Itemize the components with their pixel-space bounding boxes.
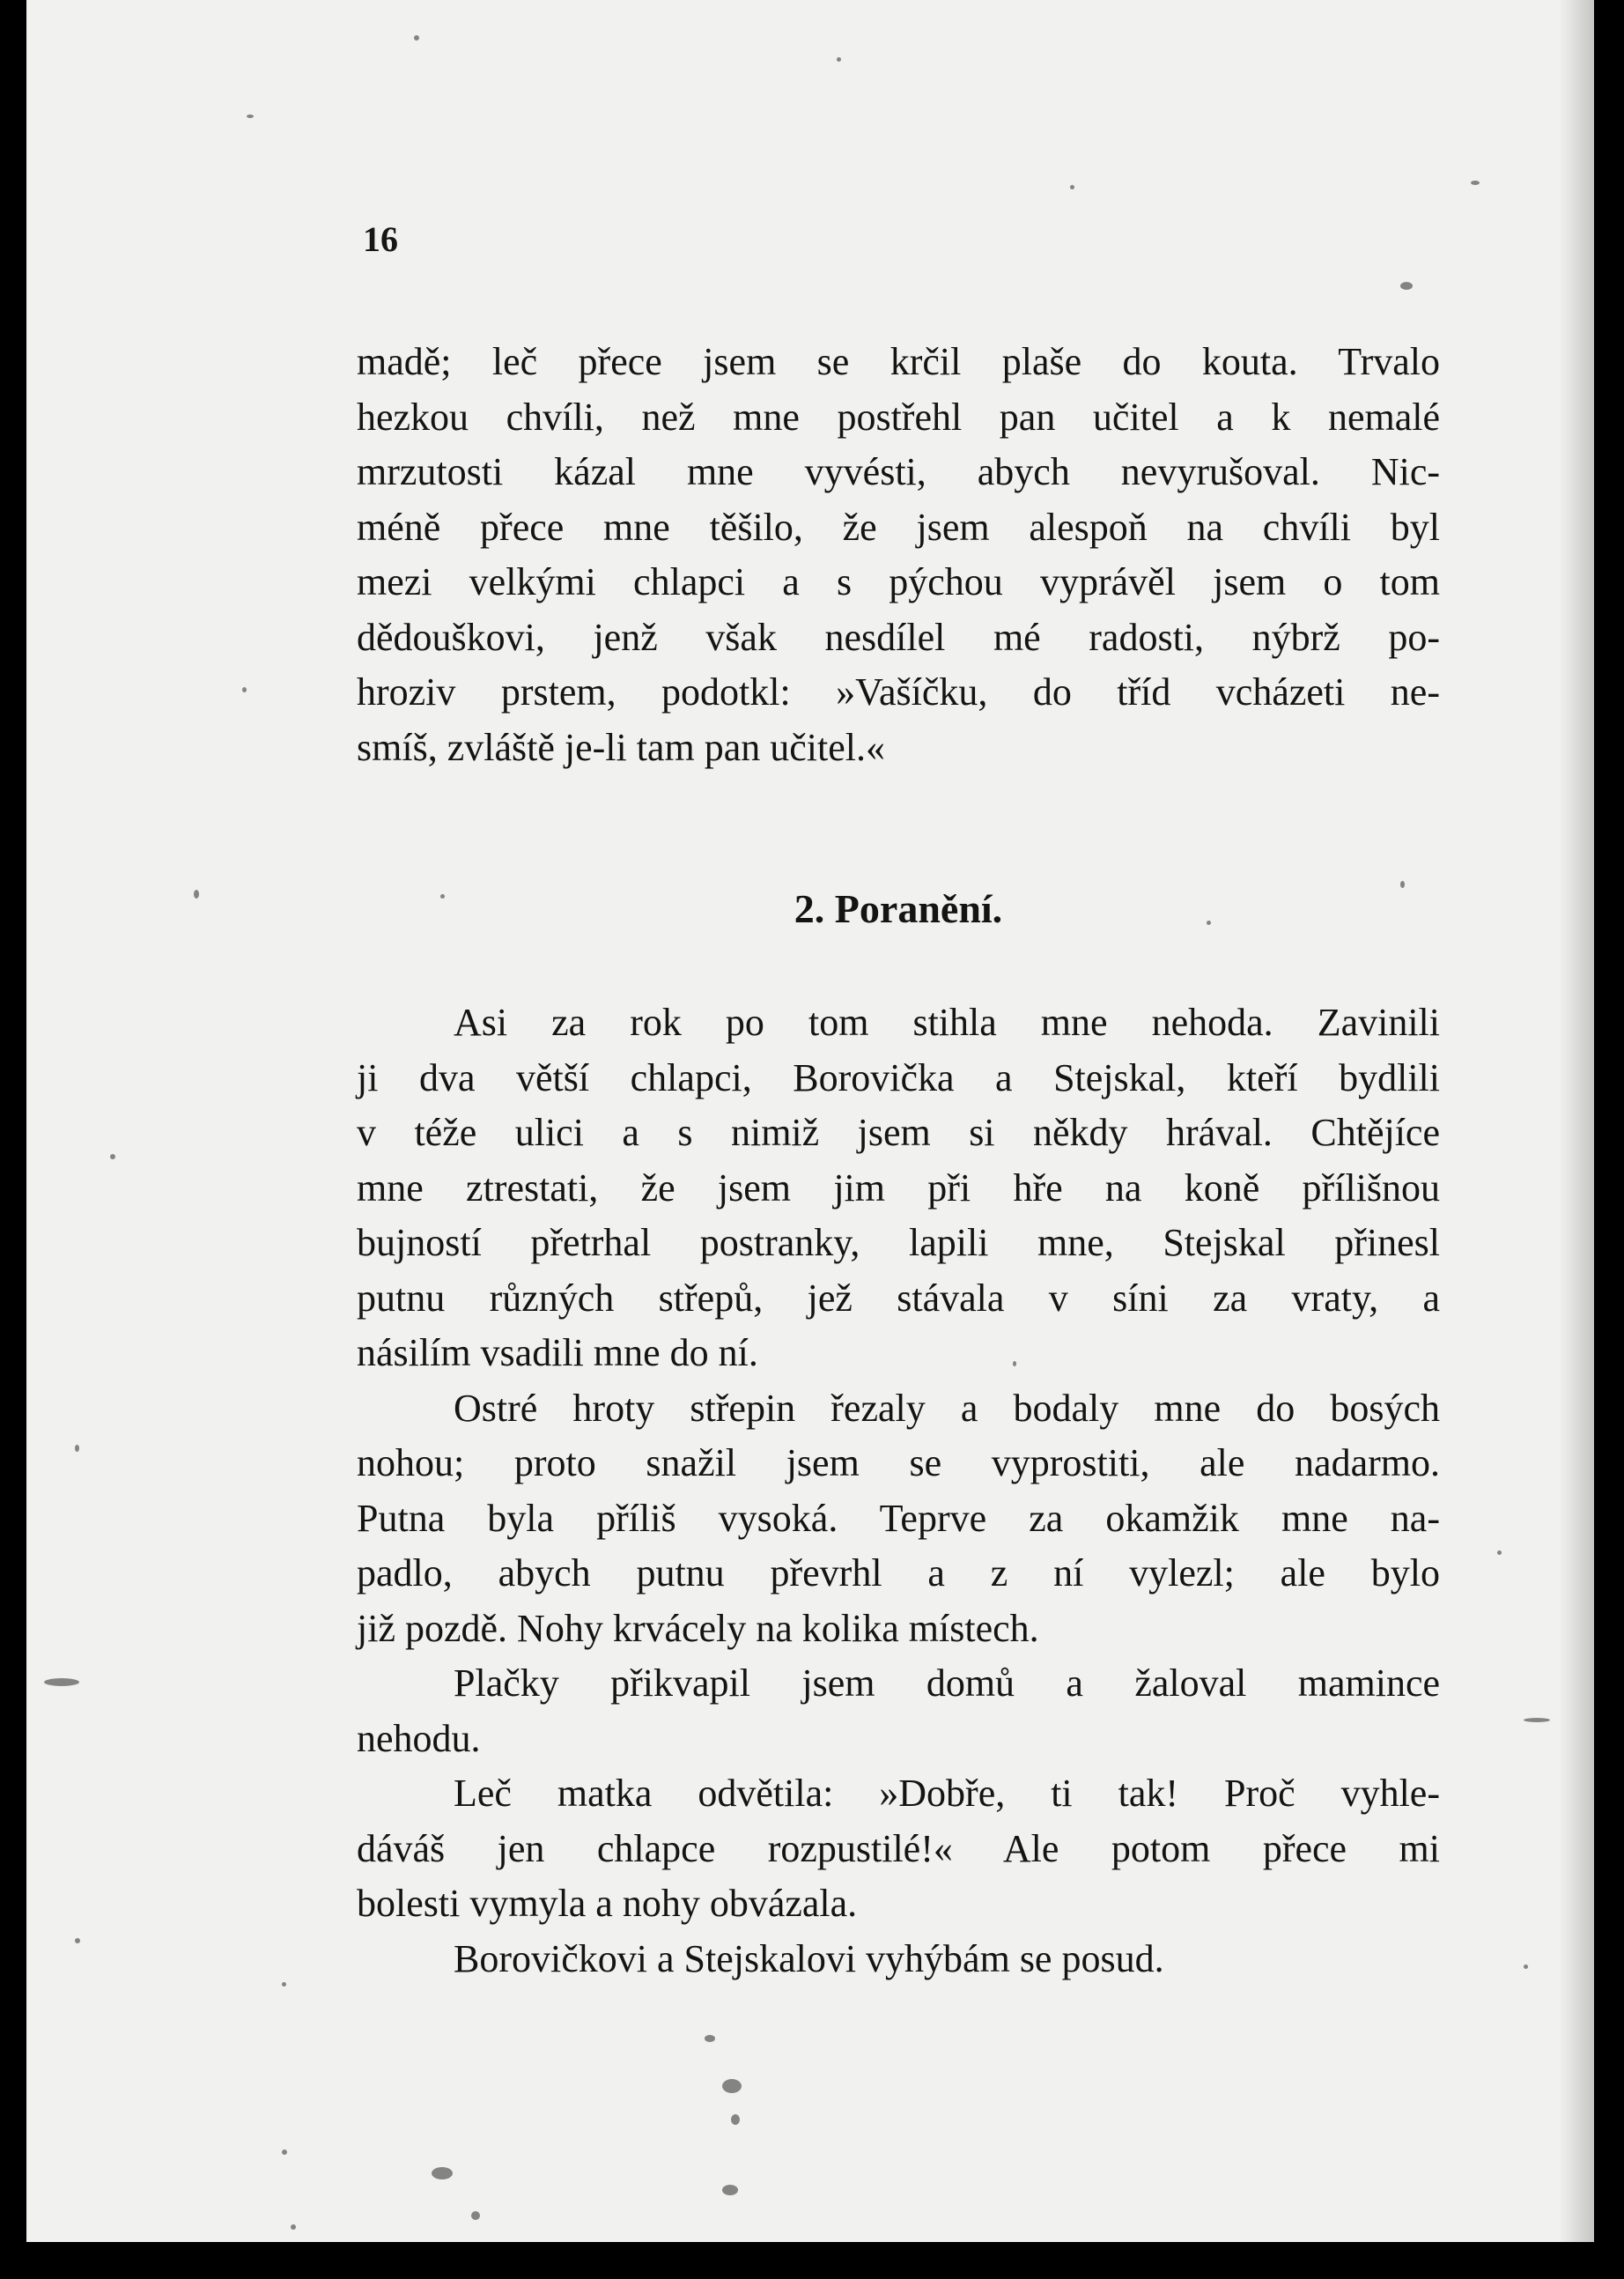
text-line: Ostré hroty střepin řezaly a bodaly mne do bosých [454, 1386, 1440, 1430]
paragraph [357, 995, 1440, 1381]
text-line: hezkou chvíli, než mne postřehl pan učitel a k nemalé [357, 395, 1440, 439]
text-line: dáváš jen chlapce rozpustilé!« Ale potom přece mi [357, 1826, 1440, 1870]
text-line: padlo, abych putnu převrhl a z ní vylezl; ale bylo [357, 1551, 1440, 1595]
scan-speck [247, 115, 254, 118]
scan-speck [731, 2114, 740, 2125]
text-line: násilím vsadili mne do ní. [357, 1331, 758, 1374]
text-line: dědouškovi, jenž však nesdílel mé radosti, nýbrž po- [357, 615, 1440, 659]
text-line: mezi velkými chlapci a s pýchou vyprávěl jsem o tom [357, 560, 1440, 603]
scan-speck [432, 2167, 453, 2179]
scan-speck [75, 1938, 80, 1943]
scan-speck [1471, 181, 1480, 185]
text-line: již pozdě. Nohy krvácely na kolika místech. [357, 1606, 1039, 1650]
text-line: v téže ulici a s nimiž jsem si někdy hrával. Chtějíce [357, 1111, 1440, 1154]
top-paragraph [357, 335, 1440, 775]
book-page [26, 0, 1594, 2242]
text-line: hroziv prstem, podotkl: »Vašíčku, do tříd vcházeti ne- [357, 670, 1440, 714]
text-line: mne ztrestati, že jsem jim při hře na koně přílišnou [357, 1165, 1440, 1210]
text-line: Putna byla příliš vysoká. Teprve za okamžik mne na- [357, 1496, 1440, 1540]
scan-speck [1524, 1965, 1528, 1969]
paragraph [357, 1381, 1440, 1657]
scan-speck [705, 2035, 715, 2042]
text-line: Borovičkovi a Stejskalovi vyhýbám se posud. [454, 1936, 1164, 1980]
scan-speck [194, 890, 199, 899]
text-line: madě; leč přece jsem se krčil plaše do kouta. Trvalo [357, 340, 1440, 383]
scan-speck [471, 2211, 480, 2220]
text-line: Leč matka odvětila: »Dobře, ti tak! Proč vyhle- [454, 1772, 1440, 1815]
text-line: méně přece mne těšilo, že jsem alespoň na chvíli byl [357, 505, 1440, 549]
text-line: smíš, zvláště je-li tam pan učitel.« [357, 725, 885, 769]
text-line: nohou; proto snažil jsem se vyprostiti, ale nadarmo. [357, 1441, 1440, 1484]
text-line: bolesti vymyla a nohy obvázala. [357, 1882, 858, 1925]
scan-speck [44, 1678, 79, 1686]
paragraph [357, 1932, 1440, 1987]
scan-speck [414, 35, 419, 41]
text-line: mrzutosti kázal mne vyvésti, abych nevyrušoval. Nic- [357, 450, 1440, 493]
scan-speck [75, 1445, 79, 1452]
text-line: Plačky přikvapil jsem domů a žaloval mamince [454, 1661, 1440, 1705]
scan-speck [110, 1154, 115, 1159]
scan-speck [1497, 1550, 1502, 1555]
scan-speck [837, 57, 841, 62]
scan-speck [1400, 282, 1413, 290]
scan-speck [722, 2185, 738, 2195]
paragraph [357, 1656, 1440, 1766]
scan-speck [242, 687, 247, 692]
scan-speck [1524, 1718, 1550, 1722]
paragraph [357, 1766, 1440, 1932]
scan-speck [282, 1982, 286, 1987]
text-line: bujností přetrhal postranky, lapili mne, Stejskal přinesl [357, 1221, 1440, 1264]
scan-speck [282, 2150, 287, 2155]
scan-speck [1070, 185, 1074, 189]
text-line: ji dva větší chlapci, Borovička a Stejskal, kteří bydlili [357, 1055, 1440, 1099]
scan-speck [291, 2224, 296, 2230]
text-line: putnu různých střepů, jež stávala v síni za vraty, a [357, 1276, 1440, 1320]
scan-speck [722, 2079, 742, 2093]
page-number: 16 [363, 219, 398, 259]
text-line: nehodu. [357, 1716, 481, 1760]
text-line: Asi za rok po tom stihla mne nehoda. Zavinili [454, 1001, 1440, 1044]
section-title: 2. Poranění. [794, 886, 1003, 931]
section-body [357, 995, 1440, 1987]
